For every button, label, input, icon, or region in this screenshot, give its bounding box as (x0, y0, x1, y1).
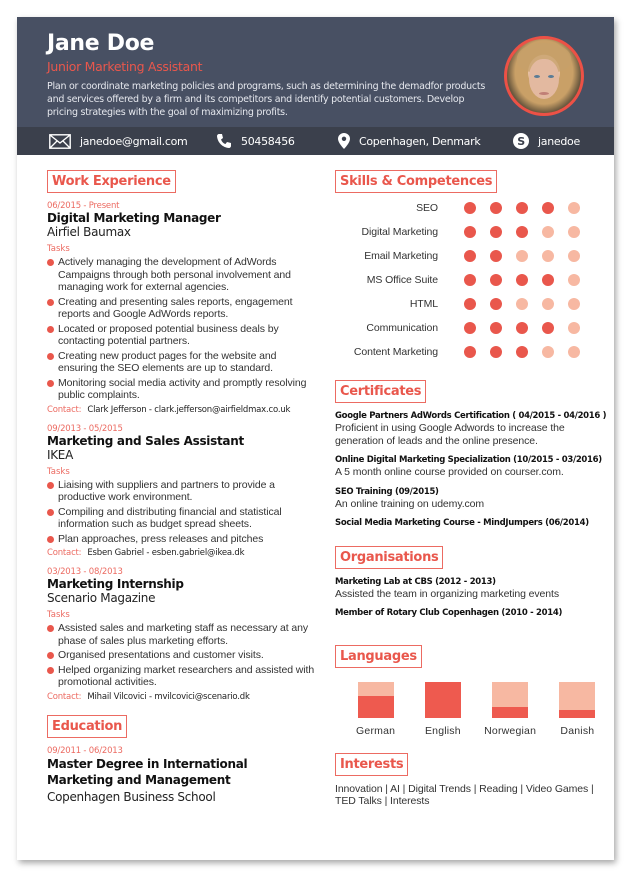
contact-label: Contact: (47, 548, 82, 558)
contact-phone[interactable] (216, 127, 295, 155)
rating-dot-filled (464, 322, 476, 334)
language-item (543, 682, 612, 737)
task-text: Assisted sales and marketing staff as necessary at any phase of sales plus marketing efforts. (58, 622, 309, 647)
rating-dot-empty (516, 250, 528, 262)
bullet-icon (47, 536, 54, 543)
rating-dot-filled (464, 250, 476, 262)
certificate-desc: An online training on udemy.com (335, 497, 485, 510)
contact-location (338, 127, 480, 155)
rating-dot-filled (464, 202, 476, 214)
skill-row (335, 244, 610, 268)
contact-label: Contact: (47, 404, 82, 415)
education-school: Copenhagen Business School (47, 789, 216, 804)
skill-rating (464, 226, 594, 238)
language-item (341, 682, 410, 737)
bullet-icon (47, 652, 54, 659)
rating-dot-filled (490, 202, 502, 214)
skills-list (335, 196, 610, 364)
skill-rating (464, 346, 594, 358)
task-item (47, 506, 317, 531)
bullet-icon (47, 299, 54, 306)
organisation-desc: Assisted the team in organizing marketing events (335, 588, 559, 600)
language-item (408, 682, 477, 737)
language-name: Norwegian (484, 724, 537, 737)
certificate-desc: A 5 month online course provided on courser.com. (335, 466, 564, 478)
language-name: Danish (560, 724, 595, 737)
skype-icon (513, 133, 529, 149)
rating-dot-filled (490, 346, 502, 358)
skill-row (335, 316, 610, 340)
task-text: Creating and presenting sales reports, engagement reports and Google AdWords reports. (58, 295, 293, 320)
rating-dot-filled (464, 346, 476, 358)
certificate-name: Google Partners AdWords Certification ( 04/2015 - 04/2016 ) (335, 411, 607, 421)
rating-dot-filled (490, 250, 502, 262)
contact-skype[interactable] (513, 127, 580, 155)
skill-rating (464, 298, 594, 310)
rating-dot-filled (542, 202, 554, 214)
task-item (47, 533, 317, 546)
rating-dot-filled (490, 322, 502, 334)
rating-dot-filled (490, 298, 502, 310)
task-list (47, 256, 317, 402)
bullet-icon (47, 259, 54, 266)
task-item (47, 296, 317, 321)
skill-name: Digital Marketing (361, 226, 438, 238)
section-title-interests: Interests (335, 753, 408, 776)
rating-dot-empty (542, 298, 554, 310)
section-title-organisations: Organisations (335, 546, 443, 569)
language-item (476, 682, 545, 737)
skype-text[interactable]: janedoe (538, 134, 580, 148)
task-item (47, 377, 317, 402)
skill-name: SEO (416, 202, 438, 214)
rating-dot-empty (542, 250, 554, 262)
languages-section (335, 645, 610, 737)
rating-dot-empty (568, 322, 580, 334)
task-item (47, 256, 317, 294)
certificate-name: SEO Training (09/2015) (335, 486, 439, 497)
skill-row (335, 220, 610, 244)
skill-row (335, 292, 610, 316)
bullet-icon (47, 380, 54, 387)
education-date: 09/2011 - 06/2013 (47, 745, 123, 756)
language-name: German (356, 724, 396, 737)
certificate-item (335, 487, 610, 511)
job-entry (47, 201, 317, 416)
job-date: 06/2015 - Present (47, 201, 120, 211)
skill-row (335, 340, 610, 364)
skill-name: Content Marketing (353, 346, 438, 358)
contact-person: Mihail Vilcovici - mvilcovici@scenario.dk (87, 691, 250, 702)
bullet-icon (47, 509, 54, 516)
job-position: Marketing Internship (47, 577, 184, 591)
rating-dot-filled (464, 298, 476, 310)
bullet-icon (47, 482, 54, 489)
rating-dot-empty (568, 226, 580, 238)
job-date: 03/2013 - 08/2013 (47, 567, 123, 577)
rating-dot-empty (568, 202, 580, 214)
bullet-icon (47, 326, 54, 333)
language-level-fill (425, 682, 461, 718)
resume-page (17, 17, 614, 860)
certificate-desc: Proficient in using Google Adwords to increase the generation of leads and the online presence. (335, 422, 565, 447)
phone-icon (216, 133, 232, 149)
language-level-bar (425, 682, 461, 718)
rating-dot-empty (542, 226, 554, 238)
language-level-bar (559, 682, 595, 718)
organisations-section (335, 546, 610, 619)
certificate-item (335, 518, 610, 529)
section-title-skills: Skills & Competences (335, 170, 497, 193)
envelope-icon (49, 134, 71, 149)
contact-email[interactable] (49, 127, 187, 155)
rating-dot-filled (490, 274, 502, 286)
rating-dot-empty (568, 298, 580, 310)
job-entry (47, 424, 317, 560)
rating-dot-filled (490, 226, 502, 238)
organisation-item (335, 577, 610, 601)
language-level-fill (358, 696, 394, 718)
languages-list (341, 682, 610, 737)
task-text: Creating new product pages for the website and ensuring the SEO elements are up to standard. (58, 349, 277, 374)
map-pin-icon (338, 133, 350, 149)
task-text: Compiling and distributing financial and statistical information such as budget spread sheets. (58, 505, 282, 530)
bullet-icon (47, 625, 54, 632)
photo-eye (548, 75, 554, 78)
skill-name: HTML (409, 298, 438, 310)
contact-person: Clark Jefferson - clark.jefferson@airfieldmax.co.uk (87, 404, 291, 415)
task-list (47, 622, 317, 689)
task-text: Organised presentations and customer visits. (58, 649, 264, 661)
certificate-item (335, 455, 610, 479)
contact-person: Esben Gabriel - esben.gabriel@ikea.dk (87, 548, 245, 558)
certificate-item (335, 411, 610, 447)
education-degree: Master Degree in International Marketing and Management (47, 756, 248, 787)
education-section (47, 715, 317, 805)
task-text: Located or proposed potential business deals by contacting potential partners. (58, 322, 279, 347)
certificate-name: Online Digital Marketing Specialization (10/2015 - 03/2016) (335, 455, 602, 465)
photo-lips (539, 92, 549, 95)
rating-dot-empty (516, 298, 528, 310)
rating-dot-filled (542, 322, 554, 334)
profile-photo (504, 36, 584, 116)
section-title-work-experience: Work Experience (47, 170, 176, 193)
task-text: Helped organizing market researchers and assisted with promotional activities. (58, 663, 315, 688)
job-position: Digital Marketing Manager (47, 211, 221, 225)
job-company: IKEA (47, 447, 73, 462)
task-text: Monitoring social media activity and promptly resolving public complaints. (58, 376, 307, 401)
language-level-fill (559, 710, 595, 717)
phone-text[interactable]: 50458456 (241, 134, 295, 148)
photo-eye (534, 75, 540, 78)
task-item (47, 664, 317, 689)
job-company: Airfiel Baumax (47, 225, 131, 239)
organisation-item (335, 608, 610, 619)
skill-rating (464, 274, 594, 286)
rating-dot-filled (516, 274, 528, 286)
contact-label: Contact: (47, 691, 82, 702)
header (17, 17, 614, 127)
skill-rating (464, 322, 594, 334)
job-date: 09/2013 - 05/2015 (47, 423, 123, 434)
language-level-fill (492, 707, 528, 718)
task-item (47, 479, 317, 504)
rating-dot-filled (542, 274, 554, 286)
job-entry (47, 567, 317, 703)
skill-name: MS Office Suite (366, 274, 438, 286)
skill-rating (464, 202, 594, 214)
certificates-section (335, 380, 610, 529)
job-contact (47, 692, 317, 703)
job-title: Junior Marketing Assistant (47, 59, 203, 74)
location-text: Copenhagen, Denmark (359, 134, 481, 148)
section-title-education: Education (47, 715, 127, 738)
skill-row (335, 268, 610, 292)
skill-name: Communication (366, 322, 438, 334)
organisation-name: Member of Rotary Club Copenhagen (2010 - 2014) (335, 607, 563, 618)
candidate-name: Jane Doe (47, 31, 155, 56)
organisation-name: Marketing Lab at CBS (2012 - 2013) (335, 577, 496, 587)
tasks-label: Tasks (47, 466, 70, 477)
job-position: Marketing and Sales Assistant (47, 433, 244, 448)
job-company: Scenario Magazine (47, 591, 156, 605)
task-text: Actively managing the development of AdWords Campaigns through both personal involvement and managing work for external agencies. (58, 256, 291, 293)
tasks-label: Tasks (47, 244, 70, 254)
task-text: Plan approaches, press releases and pitches (58, 532, 264, 545)
language-name: English (424, 724, 461, 737)
section-title-languages: Languages (335, 645, 422, 668)
job-contact (47, 405, 317, 416)
certificate-name: Social Media Marketing Course - MindJumpers (06/2014) (335, 518, 589, 528)
skill-name: Email Marketing (364, 250, 438, 262)
right-column (335, 170, 610, 808)
task-item (47, 350, 317, 375)
language-level-bar (358, 682, 394, 718)
rating-dot-empty (568, 274, 580, 286)
task-text: Liaising with suppliers and partners to provide a productive work environment. (58, 478, 275, 503)
svg-text:S: S (517, 135, 525, 148)
task-item (47, 649, 317, 662)
rating-dot-filled (516, 322, 528, 334)
language-level-bar (492, 682, 528, 718)
skill-rating (464, 250, 594, 262)
task-item (47, 622, 317, 647)
rating-dot-filled (516, 226, 528, 238)
task-item (47, 323, 317, 348)
rating-dot-filled (516, 202, 528, 214)
rating-dot-empty (568, 250, 580, 262)
rating-dot-filled (464, 226, 476, 238)
skill-row (335, 196, 610, 220)
bullet-icon (47, 667, 54, 674)
interests-text: Innovation | AI | Digital Trends | Reading | Video Games | TED Talks | Interests (335, 782, 594, 807)
rating-dot-empty (542, 346, 554, 358)
email-text[interactable]: janedoe@gmail.com (80, 134, 188, 148)
rating-dot-empty (568, 346, 580, 358)
left-column (47, 170, 317, 805)
task-list (47, 479, 317, 546)
rating-dot-filled (516, 346, 528, 358)
rating-dot-filled (464, 274, 476, 286)
bullet-icon (47, 353, 54, 360)
section-title-certificates: Certificates (335, 380, 426, 403)
contact-bar (17, 127, 614, 155)
summary: Plan or coordinate marketing policies and programs, such as determining the demadfor products and services offered by a firm and its competitors and identify potential customers. Develop pricing strategies with the goal of maximizing profits. (47, 81, 486, 118)
tasks-label: Tasks (47, 610, 70, 620)
interests-section (335, 753, 610, 808)
job-contact (47, 548, 317, 559)
